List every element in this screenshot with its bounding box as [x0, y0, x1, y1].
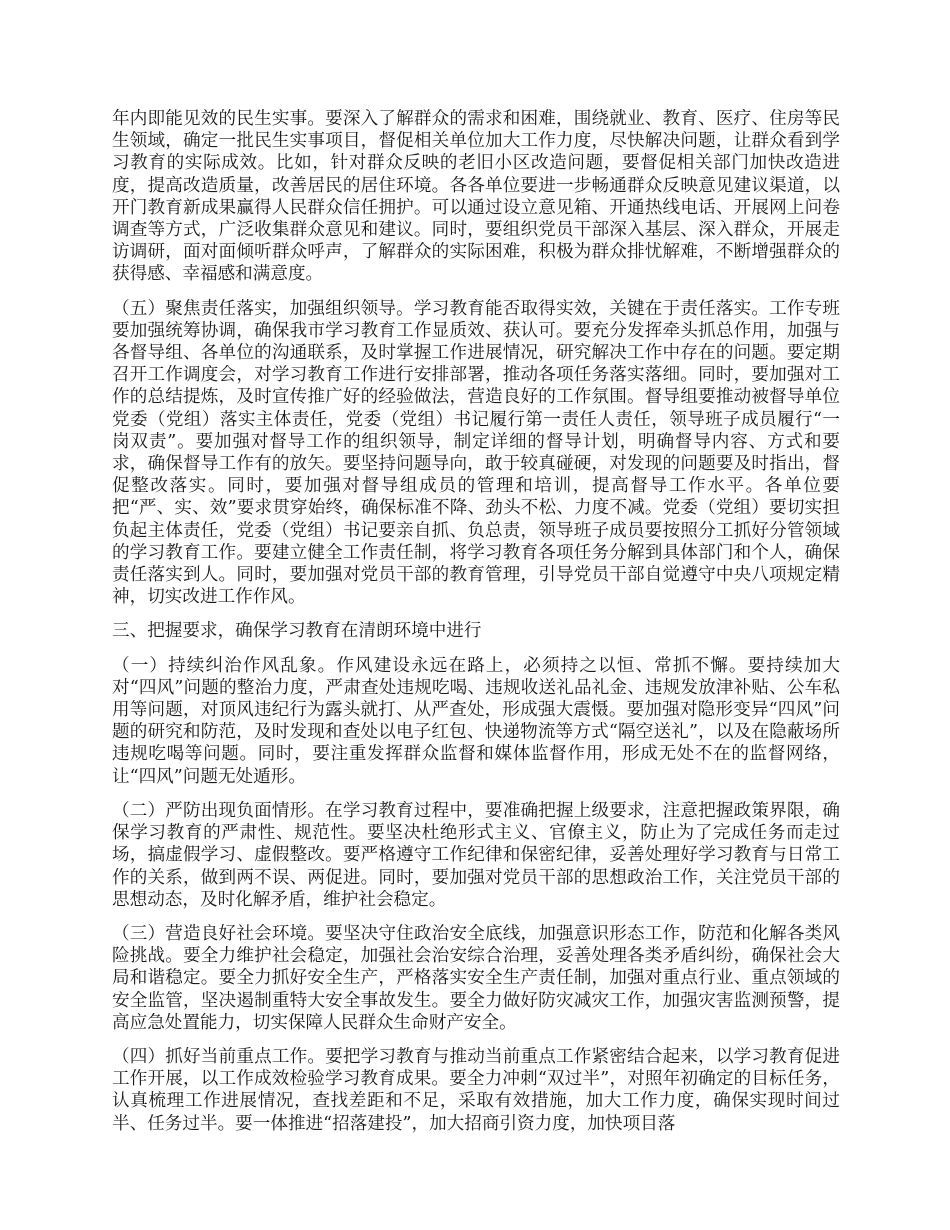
paragraph-rectify-work-style: （一）持续纠治作风乱象。作风建设永远在路上，必须持之以恒、常抓不懈。要持续加大对“四风”问题的整治力度，严肃查处违规吃喝、违规收送礼品礼金、违规发放津补贴、公车私用等问题，对顶风违纪行为露头就打、从严查处，形成强大震慑。要加强对隐形变异“四风”问题的研究和防范，及时发现和查处以电子红包、快递物流等方式“隔空送礼”，以及在隐蔽场所违规吃喝等问题。同时，要注重发挥群众监督和媒体监督作用，形成无处不在的监督网络，让“四风”问题无处遁形。 [112, 655, 840, 787]
paragraph-key-work: （四）抓好当前重点工作。要把学习教育与推动当前重点工作紧密结合起来，以学习教育促进工作开展，以工作成效检验学习教育成果。要全力冲刺“双过半”，对照年初确定的目标任务，认真梳理工作进展情况，查找差距和不足，采取有效措施，加大工作力度，确保实现时间过半、任务过半。要一体推进“招落建投”，加大招商引资力度，加快项目落 [112, 1046, 840, 1134]
paragraph-livelihood-projects: 年内即能见效的民生实事。要深入了解群众的需求和困难，围绕就业、教育、医疗、住房等民生领域，确定一批民生实事项目，督促相关单位加大工作力度，尽快解决问题，让群众看到学习教育的实际成效。比如，针对群众反映的老旧小区改造问题，要督促相关部门加快改造进度，提高改造质量，改善居民的居住环境。各各单位要进一步畅通群众反映意见建议渠道，以开门教育新成果赢得人民群众信任拥护。可以通过设立意见箱、开通热线电话、开展网上问卷调查等方式，广泛收集群众意见和建议。同时，要组织党员干部深入基层、深入群众，开展走访调研，面对面倾听群众呼声，了解群众的实际困难，积极为群众排忧解难，不断增强群众的获得感、幸福感和满意度。 [112, 109, 840, 285]
paragraph-prevent-negative-situations: （二）严防出现负面情形。在学习教育过程中，要准确把握上级要求，注意把握政策界限，确保学习教育的严肃性、规范性。要坚决杜绝形式主义、官僚主义，防止为了完成任务而走过场，搞虚假学习、虚假整改。要严格遵守工作纪律和保密纪律，妥善处理好学习教育与日常工作的关系，做到两不误、两促进。同时，要加强对党员干部的思想政治工作，关注党员干部的思想动态，及时化解矛盾，维护社会稳定。 [112, 800, 840, 910]
paragraph-responsibility-implementation: （五）聚焦责任落实，加强组织领导。学习教育能否取得实效，关键在于责任落实。工作专班要加强统筹协调，确保我市学习教育工作显质效、获认可。要充分发挥牵头抓总作用，加强与各督导组、各单位的沟通联系，及时掌握工作进展情况，研究解决工作中存在的问题。要定期召开工作调度会，对学习教育工作进行安排部署，推动各项任务落实落细。同时，要加强对工作的总结提炼，及时宣传推广好的经验做法，营造良好的工作氛围。督导组要推动被督导单位党委（党组）落实主体责任，党委（党组）书记履行第一责任人责任，领导班子成员履行“一岗双责”。要加强对督导工作的组织领导，制定详细的督导计划，明确督导内容、方式和要求，确保督导工作有的放矢。要坚持问题导向，敢于较真碰硬，对发现的问题要及时指出，督促整改落实。同时，要加强对督导组成员的管理和培训，提高督导工作水平。各单位要把“严、实、效”要求贯穿始终，确保标准不降、劲头不松、力度不减。党委（党组）要切实担负起主体责任，党委（党组）书记要亲自抓、负总责，领导班子成员要按照分工抓好分管领域的学习教育工作。要建立健全工作责任制，将学习教育各项任务分解到具体部门和个人，确保责任落实到人。同时，要加强对党员干部的教育管理，引导党员干部自觉遵守中央八项规定精神，切实改进工作作风。 [112, 298, 840, 608]
paragraph-social-environment: （三）营造良好社会环境。要坚决守住政治安全底线，加强意识形态工作，防范和化解各类风险挑战。要全力维护社会稳定，加强社会治安综合治理，妥善处理各类矛盾纠纷，确保社会大局和谐稳定。要全力抓好安全生产，严格落实安全生产责任制，加强对重点行业、重点领域的安全监管，坚决遏制重特大安全事故发生。要全力做好防灾减灾工作，加强灾害监测预警，提高应急处置能力，切实保障人民群众生命财产安全。 [112, 923, 840, 1033]
section-heading-three: 三、把握要求，确保学习教育在清朗环境中进行 [112, 621, 482, 642]
document-page [112, 108, 840, 1147]
